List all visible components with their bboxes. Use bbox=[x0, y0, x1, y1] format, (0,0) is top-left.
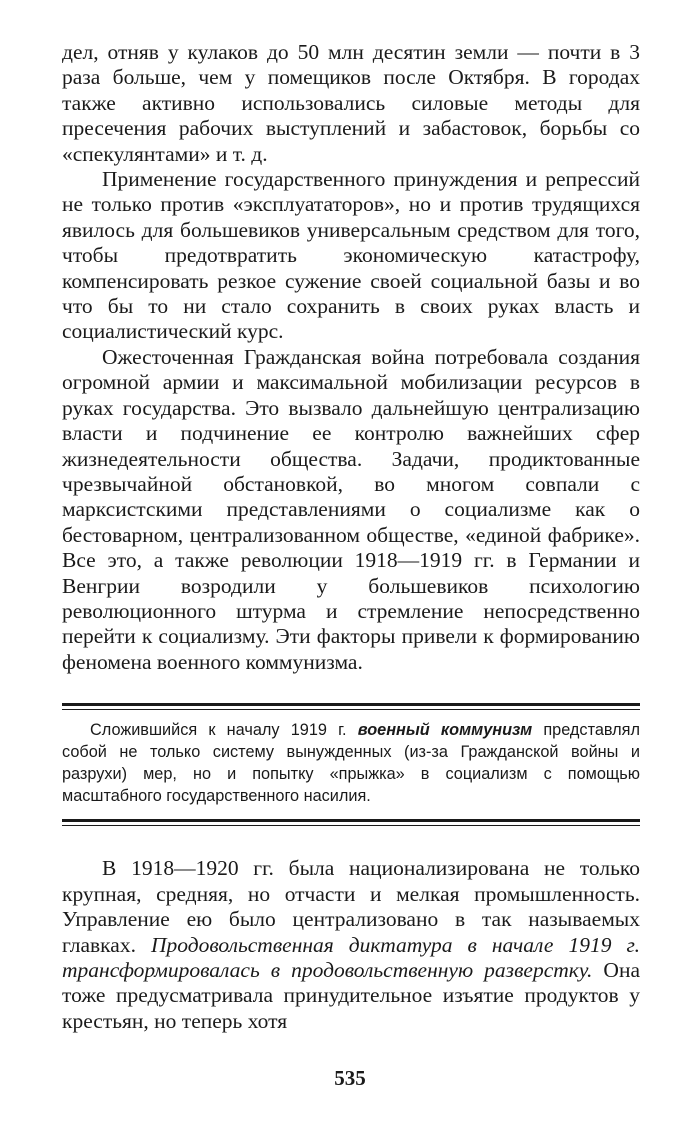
paragraph-2: Применение государственного принуждения и репрессий не только против «эксплуататоров», но и против трудящихся явилось для большевиков универсальным средством для того, чтобы предотвратить экономическую катастрофу, компенсировать резкое сужение своей социальной базы и во что бы то ни стало сохранить в своих руках власть и социалистический курс. bbox=[62, 167, 640, 344]
page-body bbox=[62, 40, 640, 1034]
page-number: 535 bbox=[334, 1066, 366, 1090]
paragraph-4-part1: В 1918—1920 гг. была национализирована не только крупная, средняя, но отчасти и мелкая промышленность. Управление ею было централизовано в так называемых главках. bbox=[62, 856, 640, 957]
paragraph-4-italic: Продовольственная диктатура в начале 1919 г. трансформировалась в продовольственную разверстку. bbox=[62, 932, 640, 982]
paragraph-1: дел, отняв у кулаков до 50 млн десятин земли — почти в 3 раза больше, чем у помещиков после Октября. В городах также активно использовались силовые методы для пресечения рабочих выступлений и забастовок, борьбы со «спекулянтами» и т. д. bbox=[62, 40, 640, 166]
paragraph-4 bbox=[62, 856, 640, 1034]
box-top-rule bbox=[62, 703, 640, 710]
definition-lead: Сложившийся к началу 1919 г. bbox=[90, 721, 358, 740]
definition-rest: представлял собой не только систему вынужденных (из-за Гражданской войны и разрухи) мер, но и попытку «прыжка» в социализм с помощью масштабного государственного насилия. bbox=[62, 721, 640, 805]
paragraph-4-part2: Она тоже предусматривала принудительное изъятие продуктов у крестьян, но теперь хотя bbox=[62, 957, 641, 1033]
definition-term: военный коммунизм bbox=[357, 721, 533, 740]
paragraph-3: Ожесточенная Гражданская война потребовала создания огромной армии и максимальной мобилизации ресурсов в руках государства. Это вызвало дальнейшую централизацию власти и подчинение ее контролю важнейших сфер жизнедеятельности общества. Задачи, продиктованные чрезвычайной обстановкой, во многом совпали с марксистскими представлениями о социализме как о бестоварном, централизованном обществе, «единой фабрике». Все это, а также революции 1918—1919 гг. в Германии и Венгрии возродили у большевиков психологию революционного штурма и стремление непосредственно перейти к социализму. Эти факторы привели к формированию феномена военного коммунизма. bbox=[62, 344, 640, 674]
definition-box bbox=[62, 703, 640, 826]
definition-text bbox=[62, 720, 640, 807]
box-bottom-rule bbox=[62, 819, 640, 826]
